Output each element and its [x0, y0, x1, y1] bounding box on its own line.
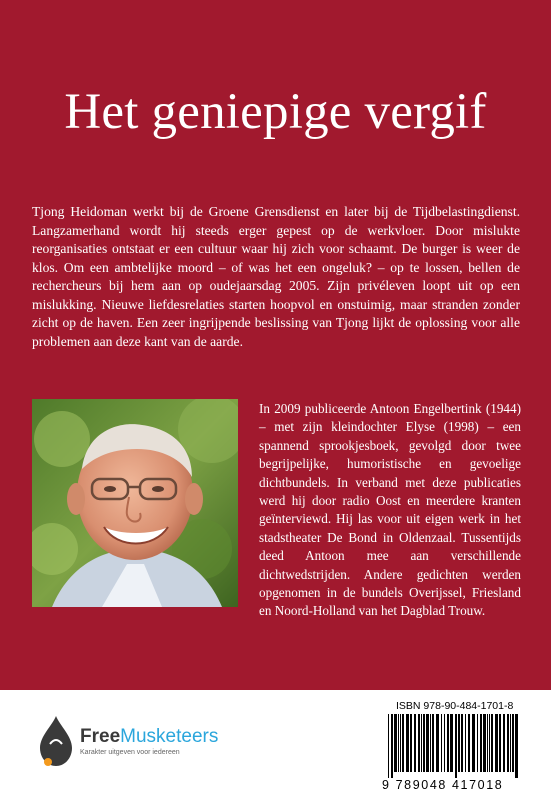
barcode-bar [480, 714, 482, 772]
barcode-bar [421, 714, 422, 772]
barcode-bar [499, 714, 501, 772]
drop-logo-icon [36, 714, 76, 770]
barcode-number: 9 789048 417018 [382, 778, 504, 792]
barcode-bar [461, 714, 463, 772]
barcode-bar [455, 714, 457, 778]
publisher-tagline: Karakter uitgeven voor iedereen [80, 749, 180, 756]
author-bio: In 2009 publiceerde Antoon Engelbertink (1944) – met zijn kleindochter Elyse (1998) – een spannend sprookjesboek, gevolgd door twee begrijpelijke, humoristische en gevoelige dichtbundels. In verband met deze publicaties werd hij door radio Oost en meerdere kranten geïnterviewd. Hij las voor uit eigen werk in het stadstheater De Bond in Oldenzaal. Tussentijds deed Antoon mee aan verschillende dichtwedstrijden. Andere gedichten werden opgenomen in de bundels Overijssel, Friesland en Noord-Holland van het Dagblad Trouw. [259, 401, 521, 619]
barcode-bar [426, 714, 429, 772]
isbn-barcode [386, 714, 522, 778]
barcode-bar [487, 714, 488, 772]
barcode-bar [472, 714, 475, 772]
barcode-bar [432, 714, 434, 772]
barcode-bar [430, 714, 431, 772]
book-blurb: Tjong Heidoman werkt bij de Groene Grensdienst en later bij de Tijdbelastingdienst. Langzamerhand wordt hij steeds erger gepest op de werkvloer. Door mislukte reorganisaties ontstaat er een cultuur waar hij zich voor schaamt. De burger is weer de klos. Om een ambtelijke moord – of was het een ongeluk? – op te lossen, bellen de rechercheurs bij hem aan op oudejaarsdag 2005. Zijn privéleven loopt uit op een mislukking. Nieuwe liefdesrelaties starten hoopvol en onstuimig, maar stranden zonder zicht op de haven. Een zeer ingrijpende beslissing van Tjong lijkt de oplossing voor alle problemen aan deze kant van de aarde. [32, 204, 520, 349]
barcode-bar [477, 714, 478, 772]
barcode-bar [388, 714, 389, 778]
barcode-bar [510, 714, 511, 772]
author-photo [32, 399, 238, 607]
barcode-bar [512, 714, 514, 772]
publisher-logo [36, 714, 219, 774]
barcode-bar [436, 714, 439, 772]
barcode-bar [503, 714, 505, 772]
barcode-bar [394, 714, 397, 772]
barcode-bar [465, 714, 466, 772]
publisher-name [80, 726, 218, 748]
book-title: Het geniepige vergif [64, 84, 487, 140]
barcode-bar [391, 714, 393, 778]
barcode-bar [489, 714, 490, 772]
barcode-bar [414, 714, 416, 772]
publisher-name-part2: Musketeers [120, 726, 219, 747]
barcode-bar [495, 714, 498, 772]
publisher-name-part1: Free [80, 726, 121, 747]
isbn-label: ISBN 978-90-484-1701-8 [396, 700, 514, 712]
barcode-bar [483, 714, 486, 772]
barcode-bar [444, 714, 445, 772]
barcode-bar [491, 714, 493, 772]
barcode-bar [507, 714, 509, 772]
barcode-bar [447, 714, 449, 772]
barcode-bar [400, 714, 401, 772]
barcode-bar [423, 714, 425, 772]
barcode-bar [398, 714, 399, 772]
barcode-bar [468, 714, 470, 772]
barcode-bar [450, 714, 453, 772]
barcode-bar [418, 714, 420, 772]
barcode-bar [402, 714, 404, 772]
barcode-bar [410, 714, 412, 772]
barcode-bar [406, 714, 409, 772]
barcode-bar [441, 714, 442, 772]
barcode-bar [515, 714, 518, 778]
barcode-bar [458, 714, 460, 772]
